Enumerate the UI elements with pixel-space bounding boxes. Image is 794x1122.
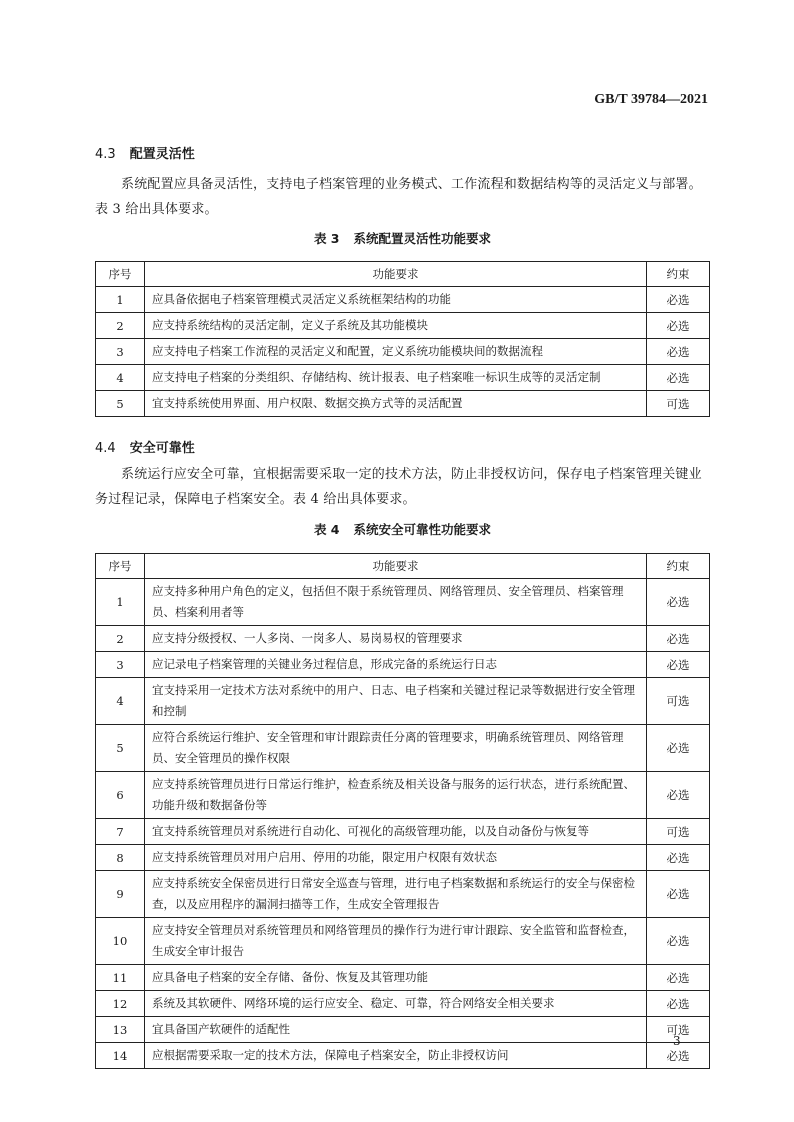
row-number: 1 — [96, 287, 145, 313]
row-constraint: 必选 — [647, 918, 710, 965]
row-number: 6 — [96, 772, 145, 819]
row-requirement: 宜支持系统使用界面、用户权限、数据交换方式等的灵活配置 — [145, 391, 647, 417]
header-no: 序号 — [96, 262, 145, 287]
page-number: 3 — [673, 1034, 681, 1048]
section-title: 配置灵活性 — [129, 147, 195, 162]
row-requirement: 应支持电子档案的分类组织、存储结构、统计报表、电子档案唯一标识生成等的灵活定制 — [145, 365, 647, 391]
table-row — [96, 365, 710, 391]
table-header-row — [96, 262, 710, 287]
section-number: 4.4 — [95, 441, 116, 456]
section-paragraph: 系统运行应安全可靠，宜根据需要采取一定的技术方法，防止非授权访问，保存电子档案管理关键业务过程记录，保障电子档案安全。表 4 给出具体要求。 — [95, 467, 702, 507]
row-requirement: 宜支持采用一定技术方法对系统中的用户、日志、电子档案和关键过程记录等数据进行安全管理和控制 — [145, 678, 647, 725]
row-requirement: 应支持电子档案工作流程的灵活定义和配置，定义系统功能模块间的数据流程 — [145, 339, 647, 365]
table-3 — [95, 261, 710, 417]
table-row — [96, 1043, 710, 1069]
table-label: 表 4 — [313, 522, 340, 537]
row-constraint: 必选 — [647, 287, 710, 313]
row-constraint: 必选 — [647, 845, 710, 871]
table-title: 系统配置灵活性功能要求 — [353, 231, 492, 246]
table-row — [96, 626, 710, 652]
row-requirement: 系统及其软硬件、网络环境的运行应安全、稳定、可靠，符合网络安全相关要求 — [145, 991, 647, 1017]
table-row — [96, 845, 710, 871]
row-constraint: 必选 — [647, 626, 710, 652]
row-requirement: 应记录电子档案管理的关键业务过程信息，形成完备的系统运行日志 — [145, 652, 647, 678]
row-number: 5 — [96, 725, 145, 772]
table-row — [96, 652, 710, 678]
row-constraint: 可选 — [647, 1017, 710, 1043]
row-number: 1 — [96, 579, 145, 626]
row-number: 10 — [96, 918, 145, 965]
table-row — [96, 678, 710, 725]
header-constraint: 约束 — [647, 262, 710, 287]
section-number: 4.3 — [95, 147, 116, 162]
table-row — [96, 772, 710, 819]
header-no: 序号 — [96, 554, 145, 579]
row-number: 14 — [96, 1043, 145, 1069]
row-constraint: 必选 — [647, 365, 710, 391]
row-requirement: 宜支持系统管理员对系统进行自动化、可视化的高级管理功能，以及自动备份与恢复等 — [145, 819, 647, 845]
row-constraint: 必选 — [647, 339, 710, 365]
table-row — [96, 287, 710, 313]
row-requirement: 应支持系统管理员对用户启用、停用的功能，限定用户权限有效状态 — [145, 845, 647, 871]
table-row — [96, 339, 710, 365]
table-row — [96, 313, 710, 339]
row-requirement: 应具备电子档案的安全存储、备份、恢复及其管理功能 — [145, 965, 647, 991]
standard-code: GB/T 39784—2021 — [594, 92, 708, 107]
table-row — [96, 579, 710, 626]
table-3-caption — [95, 229, 710, 247]
header-requirement: 功能要求 — [145, 554, 647, 579]
row-number: 8 — [96, 845, 145, 871]
table-4-caption — [95, 520, 710, 538]
section-heading-4-3 — [95, 143, 195, 162]
table-label: 表 3 — [313, 231, 340, 246]
section-title: 安全可靠性 — [129, 441, 195, 456]
table-row — [96, 991, 710, 1017]
row-number: 4 — [96, 678, 145, 725]
row-number: 2 — [96, 626, 145, 652]
table-header-row — [96, 554, 710, 579]
row-requirement: 应支持分级授权、一人多岗、一岗多人、易岗易权的管理要求 — [145, 626, 647, 652]
row-requirement: 应根据需要采取一定的技术方法，保障电子档案安全，防止非授权访问 — [145, 1043, 647, 1069]
row-number: 12 — [96, 991, 145, 1017]
section-paragraph: 系统配置应具备灵活性，支持电子档案管理的业务模式、工作流程和数据结构等的灵活定义与部署。表 3 给出具体要求。 — [95, 177, 702, 217]
table-row — [96, 918, 710, 965]
table-row — [96, 871, 710, 918]
section-heading-4-4 — [95, 437, 195, 456]
row-requirement: 应支持系统结构的灵活定制，定义子系统及其功能模块 — [145, 313, 647, 339]
header-requirement: 功能要求 — [145, 262, 647, 287]
table-title: 系统安全可靠性功能要求 — [353, 522, 492, 537]
row-constraint: 必选 — [647, 965, 710, 991]
row-requirement: 应支持多种用户角色的定义，包括但不限于系统管理员、网络管理员、安全管理员、档案管理员、档案利用者等 — [145, 579, 647, 626]
row-constraint: 必选 — [647, 991, 710, 1017]
table-4 — [95, 553, 710, 1069]
row-constraint: 必选 — [647, 652, 710, 678]
row-constraint: 可选 — [647, 819, 710, 845]
row-number: 3 — [96, 339, 145, 365]
row-constraint: 必选 — [647, 1043, 710, 1069]
row-constraint: 必选 — [647, 579, 710, 626]
row-constraint: 必选 — [647, 313, 710, 339]
row-number: 7 — [96, 819, 145, 845]
row-constraint: 必选 — [647, 725, 710, 772]
table-row — [96, 725, 710, 772]
row-requirement: 应支持系统安全保密员进行日常安全巡查与管理，进行电子档案数据和系统运行的安全与保密检查，以及应用程序的漏洞扫描等工作，生成安全管理报告 — [145, 871, 647, 918]
row-requirement: 应支持系统管理员进行日常运行维护，检查系统及相关设备与服务的运行状态，进行系统配置、功能升级和数据备份等 — [145, 772, 647, 819]
row-constraint: 必选 — [647, 871, 710, 918]
row-constraint: 可选 — [647, 391, 710, 417]
row-constraint: 可选 — [647, 678, 710, 725]
row-number: 2 — [96, 313, 145, 339]
row-number: 11 — [96, 965, 145, 991]
row-requirement: 应符合系统运行维护、安全管理和审计跟踪责任分离的管理要求，明确系统管理员、网络管理员、安全管理员的操作权限 — [145, 725, 647, 772]
row-number: 9 — [96, 871, 145, 918]
table-row — [96, 1017, 710, 1043]
table-row — [96, 965, 710, 991]
row-number: 5 — [96, 391, 145, 417]
table-row — [96, 391, 710, 417]
table-row — [96, 819, 710, 845]
row-requirement: 应支持安全管理员对系统管理员和网络管理员的操作行为进行审计跟踪、安全监管和监督检查，生成安全审计报告 — [145, 918, 647, 965]
row-requirement: 应具备依据电子档案管理模式灵活定义系统框架结构的功能 — [145, 287, 647, 313]
row-requirement: 宜具备国产软硬件的适配性 — [145, 1017, 647, 1043]
header-constraint: 约束 — [647, 554, 710, 579]
row-number: 4 — [96, 365, 145, 391]
row-number: 13 — [96, 1017, 145, 1043]
row-constraint: 必选 — [647, 772, 710, 819]
row-number: 3 — [96, 652, 145, 678]
